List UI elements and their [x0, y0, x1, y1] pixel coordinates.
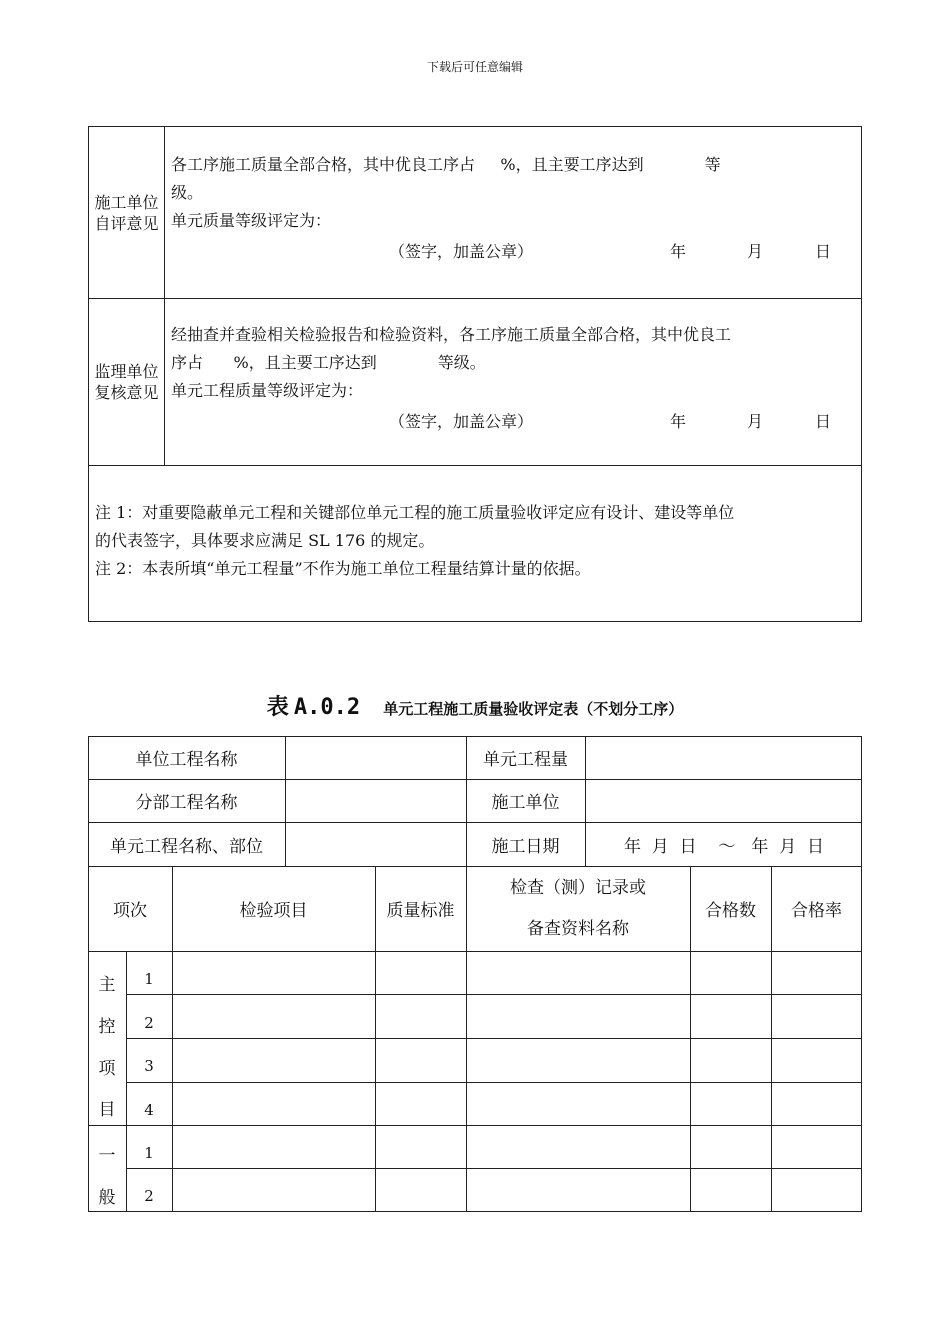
col-header-record-line-1: 检查（测）记录或	[510, 877, 646, 898]
table-title-prefix: 表	[266, 695, 289, 720]
col-header-inspection: 检验项目	[239, 901, 308, 921]
col-header-item: 项次	[113, 901, 147, 921]
notes-block	[95, 499, 853, 583]
contractor-day: 日	[815, 242, 832, 261]
table-title-name: 单元工程施工质量验收评定表（不划分工序）	[383, 700, 684, 718]
unit-project-name-label: 单位工程名称	[135, 750, 238, 770]
col-header-record-line-2: 备查资料名称	[527, 918, 629, 939]
contractor-month: 月	[747, 242, 764, 261]
supervisor-opinion-label: 监理单位复核意见	[89, 299, 165, 465]
contractor-sign-note: （签字，加盖公章）	[389, 242, 534, 261]
unit-name-location-label: 单元工程名称、部位	[110, 836, 263, 857]
main-group-char-3: 项	[98, 1058, 116, 1079]
main-item-number: 3	[144, 1057, 154, 1075]
unit-quantity-field[interactable]	[586, 736, 862, 779]
contractor-line-3: 单元质量等级评定为：	[171, 211, 332, 230]
contractor-opinion-label: 施工单位自评意见	[89, 127, 165, 298]
general-item-number: 2	[144, 1187, 154, 1205]
supervisor-month: 月	[747, 412, 764, 431]
supervisor-day: 日	[815, 412, 832, 431]
supervisor-opinion-text	[171, 321, 847, 405]
main-group-char-4: 目	[98, 1099, 116, 1120]
general-group-char-1: 一	[98, 1145, 116, 1166]
col-header-standard: 质量标准	[386, 901, 455, 921]
supervisor-sign-note: （签字，加盖公章）	[389, 412, 534, 431]
sub-project-name-field[interactable]	[286, 779, 466, 822]
contractor-line-2: 级。	[171, 183, 204, 202]
sub-project-name-label: 分部工程名称	[135, 793, 238, 813]
contractor-opinion-row	[89, 127, 861, 299]
main-item-number: 1	[144, 970, 154, 988]
main-item-number: 2	[144, 1014, 154, 1032]
construction-unit-label: 施工单位	[491, 793, 560, 813]
supervisor-line-1: 经抽查并查验相关检验报告和检验资料，各工序施工质量全部合格，其中优良工	[171, 325, 732, 344]
main-group-char-2: 控	[98, 1016, 116, 1037]
table-title	[0, 690, 950, 721]
contractor-year: 年	[670, 242, 687, 261]
construction-unit-field[interactable]	[586, 779, 862, 822]
page-header: 下载后可任意编辑	[426, 60, 523, 74]
supervisor-line-3: 单元工程质量等级评定为：	[171, 381, 364, 400]
construction-date-label: 施工日期	[491, 836, 560, 857]
unit-quantity-label: 单元工程量	[483, 750, 568, 770]
supervisor-year: 年	[670, 412, 687, 431]
col-header-record	[466, 866, 690, 951]
general-group-char-2: 般	[98, 1187, 116, 1208]
unit-name-location-field[interactable]	[286, 822, 466, 866]
supervisor-opinion-row	[89, 299, 861, 466]
table-title-number: A.0.2	[293, 695, 361, 720]
col-header-rate: 合格率	[791, 901, 842, 921]
note-line-3: 注 2：本表所填“单元工程量”不作为施工单位工程量结算计量的依据。	[95, 559, 591, 578]
note-line-1: 注 1：对重要隐蔽单元工程和关键部位单元工程的施工质量验收评定应有设计、建设等单位	[95, 503, 735, 522]
main-item-number: 4	[144, 1101, 154, 1119]
supervisor-line-2: 序占 %，且主要工序达到 等级。	[171, 353, 486, 372]
opinions-table	[88, 126, 862, 622]
contractor-opinion-text	[171, 151, 847, 235]
unit-project-name-field[interactable]	[286, 736, 466, 779]
construction-date-field[interactable]: 年 月 日 ～ 年 月 日	[623, 836, 825, 857]
main-group-char-1: 主	[98, 974, 116, 995]
note-line-2: 的代表签字，具体要求应满足 SL 176 的规定。	[95, 531, 435, 550]
contractor-line-1: 各工序施工质量全部合格，其中优良工序占 %，且主要工序达到 等	[171, 155, 721, 174]
general-item-number: 1	[144, 1144, 154, 1162]
col-header-count: 合格数	[705, 901, 756, 921]
